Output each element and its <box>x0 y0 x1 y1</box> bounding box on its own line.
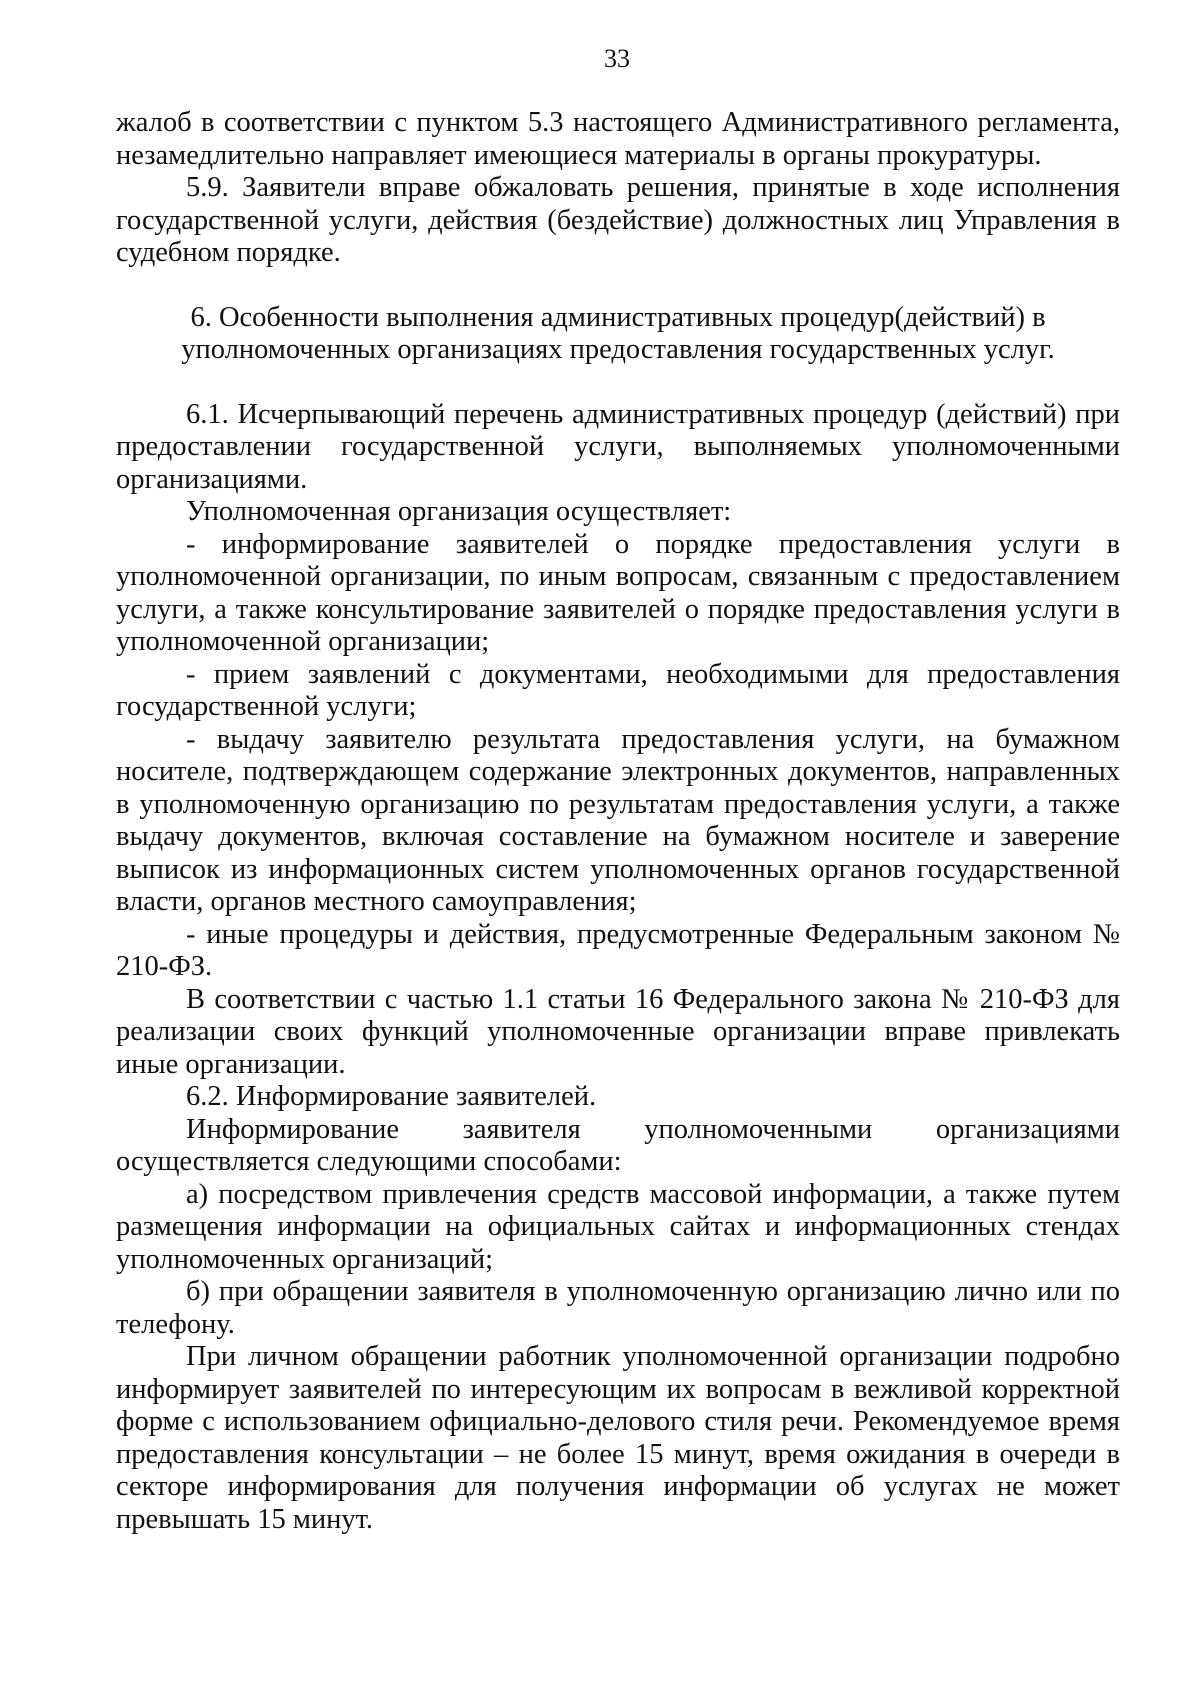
list-item-in-person: б) при обращении заявителя в уполномоченную организацию лично или по телефону. <box>116 1276 1120 1340</box>
paragraph-complaints-continuation: жалоб в соответствии с пунктом 5.3 настоящего Административного регламента, незамедлительно направляет имеющиеся материалы в органы прокуратуры. <box>116 107 1120 171</box>
list-item-informing: - информирование заявителей о порядке предоставления услуги в уполномоченной организации, по иным вопросам, связанным с предоставлением услуги, а также консультирование заявителей о порядке предоставления услуги в уполномоченной организации; <box>116 528 1120 657</box>
paragraph-6-1: 6.1. Исчерпывающий перечень административных процедур (действий) при предоставлении государственной услуги, выполняемых уполномоченными организациями. <box>116 398 1120 495</box>
paragraph-5-9: 5.9. Заявители вправе обжаловать решения, принятые в ходе исполнения государственной услуги, действия (бездействие) должностных лиц Управления в судебном порядке. <box>116 172 1120 268</box>
list-item-receiving-applications: - прием заявлений с документами, необходимыми для предоставления государственной услуги; <box>116 658 1120 722</box>
list-item-other-procedures: - иные процедуры и действия, предусмотренные Федеральным законом № 210-ФЗ. <box>116 918 1120 982</box>
section-6-heading <box>116 302 1120 367</box>
document-body <box>116 107 1120 1536</box>
list-item-media: а) посредством привлечения средств массовой информации, а также путем размещения информации на официальных сайтах и информационных стендах уполномоченных организаций; <box>116 1178 1120 1275</box>
paragraph-organization-performs: Уполномоченная организация осуществляет: <box>186 496 732 527</box>
paragraph-informing-methods-line1: Информирование заявителя уполномоченными организациями <box>186 1113 1120 1145</box>
paragraph-personal-visit: При личном обращении работник уполномоченной организации подробно информирует заявителей по интересующим их вопросам в вежливой корректной форме с использованием официально-делового стиля речи. Рекомендуемое время предоставления консультации – не более 15 минут, время ожидания в очереди в секторе информирования для получения информации об услугах не может превышать 15 минут. <box>116 1341 1120 1535</box>
paragraph-informing-methods-line2: осуществляется следующими способами: <box>116 1146 622 1177</box>
section-6-heading-line2: уполномоченных организациях предоставления государственных услуг. <box>181 334 1055 365</box>
section-6-heading-line1: 6. Особенности выполнения административных процедур(действий) в <box>190 301 1046 333</box>
paragraph-6-2: 6.2. Информирование заявителей. <box>186 1081 597 1112</box>
page-number: 33 <box>604 44 630 73</box>
list-item-issuing-result: - выдачу заявителю результата предоставления услуги, на бумажном носителе, подтверждающем содержание электронных документов, направленных в уполномоченную организацию по результатам предоставления услуги, а также выдачу документов, включая составление на бумажном носителе и заверение выписок из информационных систем уполномоченных органов государственной власти, органов местного самоуправления; <box>116 723 1120 917</box>
paragraph-210-fz: В соответствии с частью 1.1 статьи 16 Федерального закона № 210-ФЗ для реализации своих функций уполномоченные организации вправе привлекать иные организации. <box>116 983 1120 1080</box>
